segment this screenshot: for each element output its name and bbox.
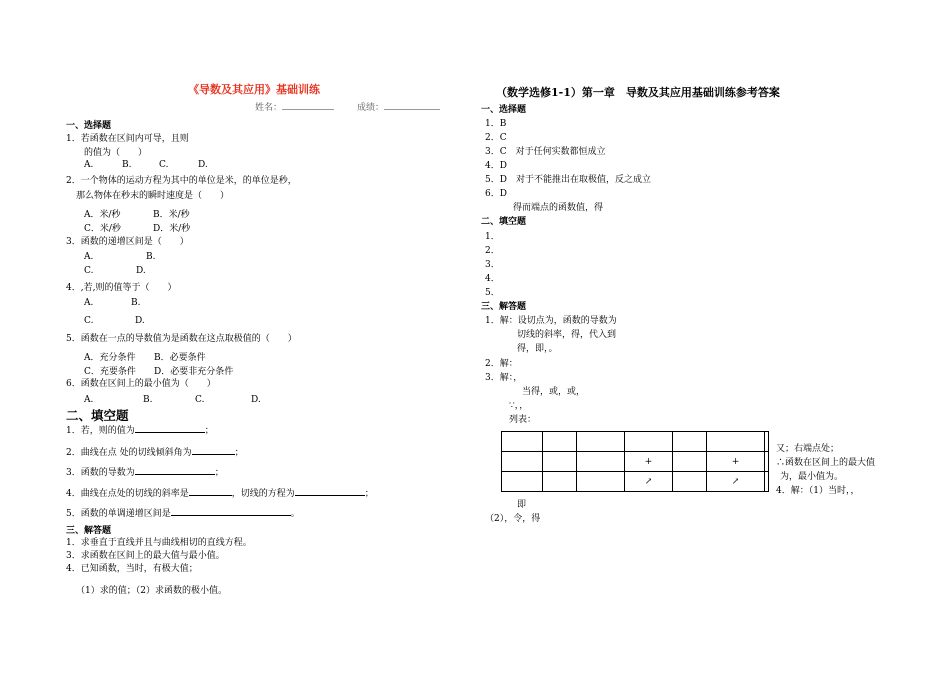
q1-option-c: C. bbox=[159, 160, 169, 170]
derivative-sign: + bbox=[707, 452, 765, 472]
question-4: 4．,若,则的值等于（ ） bbox=[66, 283, 177, 293]
q4-option-b: B. bbox=[131, 298, 141, 308]
q1-option-d: D. bbox=[198, 160, 208, 170]
solve-4: 4．已知函数，当时，有极大值； bbox=[66, 564, 198, 574]
question-2-stem: 那么物体在秒末的瞬时速度是（ ） bbox=[76, 191, 230, 201]
q4-option-d: D. bbox=[135, 316, 145, 326]
section-choice-heading: 一、选择题 bbox=[66, 121, 112, 131]
q4-option-a: A. bbox=[84, 298, 94, 308]
q1-option-a: A. bbox=[84, 160, 94, 170]
solution-3: 3．解：， bbox=[485, 373, 523, 383]
q6-option-b: B. bbox=[143, 395, 153, 405]
q3-option-c: C. bbox=[84, 266, 94, 276]
page-title: 《导数及其应用》基础训练 bbox=[188, 83, 320, 96]
q2-option-a: A．米/秒 bbox=[84, 210, 121, 220]
q5-option-c: C．充要条件 bbox=[84, 367, 136, 377]
solution-1-line2: 切线的斜率，得，代入到 bbox=[517, 330, 617, 340]
table-row bbox=[502, 452, 769, 472]
answer-choice-heading: 一、选择题 bbox=[481, 105, 527, 115]
q4-option-c: C. bbox=[84, 316, 94, 326]
fill-answer-3: 3． bbox=[485, 260, 500, 270]
solution-1: 1．解：设切点为，函数的导数为 bbox=[485, 316, 617, 326]
question-1: 1．若函数在区间内可导，且则 bbox=[66, 134, 189, 144]
side-note-3: 为，最小值为。 bbox=[780, 472, 844, 482]
question-5: 5．函数在一点的导数值为是函数在这点取极值的（ ） bbox=[66, 334, 297, 344]
q3-option-a: A. bbox=[84, 252, 94, 262]
fill-answer-5: 5． bbox=[485, 288, 500, 298]
q5-option-d: D．必要非充分条件 bbox=[154, 367, 234, 377]
q2-option-b: B．米/秒 bbox=[153, 210, 190, 220]
side-note-2: ∴函数在区间上的最大值 bbox=[776, 458, 876, 468]
increasing-arrow: ↗ bbox=[625, 472, 673, 492]
fill-1: 1．若，则的值为 ； bbox=[66, 423, 214, 436]
fill-5: 5．函数的单调递增区间是 。 bbox=[66, 506, 300, 519]
q2-option-c: C．米/秒 bbox=[84, 224, 121, 234]
question-3: 3．函数的递增区间是（ ） bbox=[66, 237, 189, 247]
solution-4: 4．解：（1）当时，， bbox=[776, 486, 860, 496]
solve-4-parts: （1）求的值；（2）求函数的极小值。 bbox=[76, 586, 227, 596]
table-row bbox=[502, 432, 769, 452]
solution-3-line3: ∵，， bbox=[509, 401, 529, 411]
score-label: 成绩： bbox=[357, 100, 440, 113]
answer-2: 2．C bbox=[485, 133, 507, 143]
table-label: 列表： bbox=[509, 415, 537, 425]
answer-solve-heading: 三、解答题 bbox=[481, 302, 527, 312]
derivative-sign: + bbox=[625, 452, 673, 472]
name-label: 姓名： bbox=[255, 100, 334, 113]
question-1-stem: 的值为（ ） bbox=[84, 148, 148, 158]
question-6: 6．函数在区间上的最小值为（ ） bbox=[66, 379, 216, 389]
solution-2: 2．解： bbox=[485, 359, 518, 369]
answer-fill-heading: 二、填空题 bbox=[481, 217, 527, 227]
answer-5: 5．D 对于不能推出在取极值，反之成立 bbox=[485, 175, 651, 185]
q1-option-b: B. bbox=[122, 160, 132, 170]
fill-answer-1: 1． bbox=[485, 232, 500, 242]
q3-option-b: B. bbox=[146, 252, 156, 262]
answer-3: 3．C 对于任何实数都恒成立 bbox=[485, 147, 606, 157]
answer-6-detail: 得而端点的函数值，得 bbox=[513, 203, 604, 213]
answer-6: 6．D bbox=[485, 189, 507, 199]
q6-option-d: D. bbox=[251, 395, 261, 405]
question-2: 2．一个物体的运动方程为其中的单位是米，的单位是秒， bbox=[66, 176, 297, 186]
answer-title: （数学选修1-1）第一章 导数及其应用基础训练参考答案 bbox=[496, 86, 780, 99]
q5-option-a: A．充分条件 bbox=[84, 353, 136, 363]
solution-3-line2: 当得，或，或， bbox=[522, 387, 586, 397]
section-solve-heading: 三、解答题 bbox=[66, 526, 112, 536]
solution-4-ji: 即 bbox=[517, 500, 527, 510]
solution-4-part2: （2），令，得 bbox=[485, 514, 541, 524]
fill-answer-4: 4． bbox=[485, 274, 500, 284]
increasing-arrow: ↗ bbox=[707, 472, 765, 492]
answer-1: 1．B bbox=[485, 119, 507, 129]
q3-option-d: D. bbox=[136, 266, 146, 276]
q6-option-a: A. bbox=[84, 395, 94, 405]
q6-option-c: C. bbox=[195, 395, 205, 405]
fill-4: 4．曲线在点处的切线的斜率是 ，切线的方程为 ； bbox=[66, 486, 374, 499]
q5-option-b: B．必要条件 bbox=[154, 353, 206, 363]
side-note-1: 又；右端点处； bbox=[776, 444, 840, 454]
solution-1-line3: 得，即，。 bbox=[517, 344, 558, 354]
sign-table bbox=[501, 431, 769, 492]
solve-1: 1．求垂直于直线并且与曲线相切的直线方程。 bbox=[66, 538, 252, 548]
solve-3: 3．求函数在区间上的最大值与最小值。 bbox=[66, 551, 225, 561]
fill-2: 2．曲线在点 处的切线倾斜角为 ； bbox=[66, 445, 244, 458]
fill-answer-2: 2． bbox=[485, 246, 500, 256]
q2-option-d: D．米/秒 bbox=[153, 224, 191, 234]
fill-3: 3．函数的导数为 ； bbox=[66, 465, 224, 478]
answer-4: 4．D bbox=[485, 161, 507, 171]
section-fill-heading: 二、填空题 bbox=[66, 408, 129, 423]
table-row bbox=[502, 472, 769, 492]
